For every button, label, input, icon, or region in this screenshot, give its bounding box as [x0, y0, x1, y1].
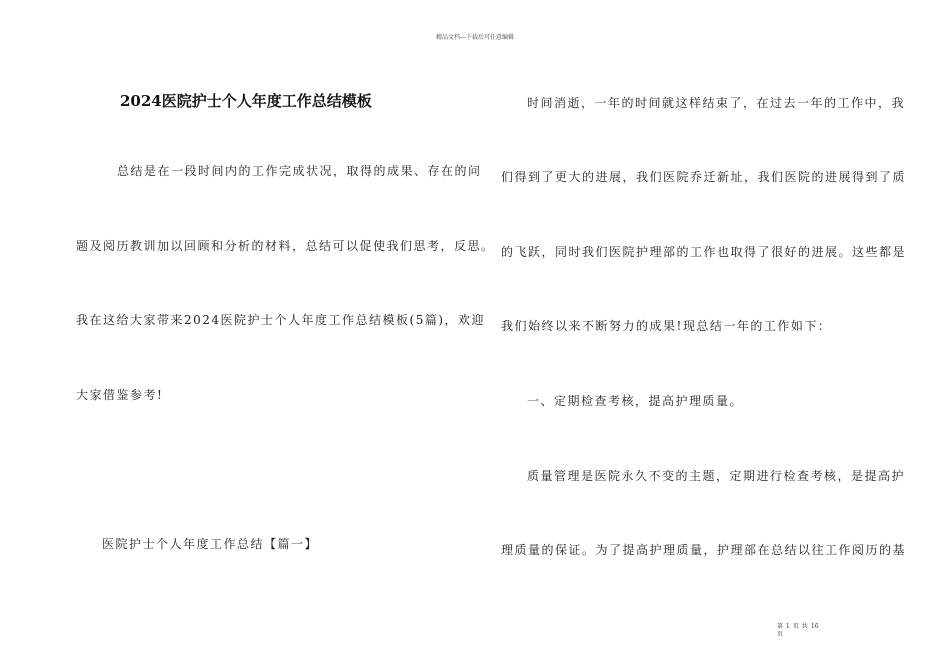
- paragraph-line: 我们始终以来不断努力的成果!现总结一年的工作如下：: [501, 319, 832, 333]
- page-number: 1: [786, 623, 790, 630]
- paragraph-line: 大家借鉴参考!: [76, 388, 164, 402]
- total-pages: 16: [810, 623, 819, 630]
- header-note: 精品文档---下载后可任意编辑: [435, 34, 515, 41]
- paragraph-line: 质量管理是医院永久不变的主题，定期进行检查考核，是提高护: [527, 469, 906, 483]
- document-title: 2024医院护士个人年度工作总结模板: [120, 92, 372, 110]
- page-prefix: 第: [777, 623, 784, 630]
- paragraph-line: 时间消逝，一年的时间就这样结束了，在过去一年的工作中，我: [527, 96, 906, 110]
- paragraph-line: 的飞跃，同时我们医院护理部的工作也取得了很好的进展。这些都是: [501, 245, 907, 259]
- section-heading: 一、定期检查考核，提高护理质量。: [527, 394, 744, 408]
- page-indicator: [777, 623, 837, 639]
- section-heading: 医院护士个人年度工作总结【篇一】: [102, 537, 319, 551]
- paragraph-line: 理质量的保证。为了提高护理质量，护理部在总结以往工作阅历的基: [501, 543, 907, 557]
- paragraph-line: 题及阅历教训加以回顾和分析的材料，总结可以促使我们思考，反思。: [76, 239, 495, 253]
- total-prefix: 共: [801, 623, 808, 630]
- page-unit: 页: [792, 623, 799, 630]
- paragraph-line: 们得到了更大的进展，我们医院乔迁新址，我们医院的进展得到了质: [501, 170, 907, 184]
- total-unit: 页: [777, 631, 784, 638]
- paragraph-line: 总结是在一段时间内的工作完成状况，取得的成果、存在的问: [117, 164, 482, 178]
- paragraph-line: 我在这给大家带来2024医院护士个人年度工作总结模板(5篇)，欢迎: [76, 313, 486, 327]
